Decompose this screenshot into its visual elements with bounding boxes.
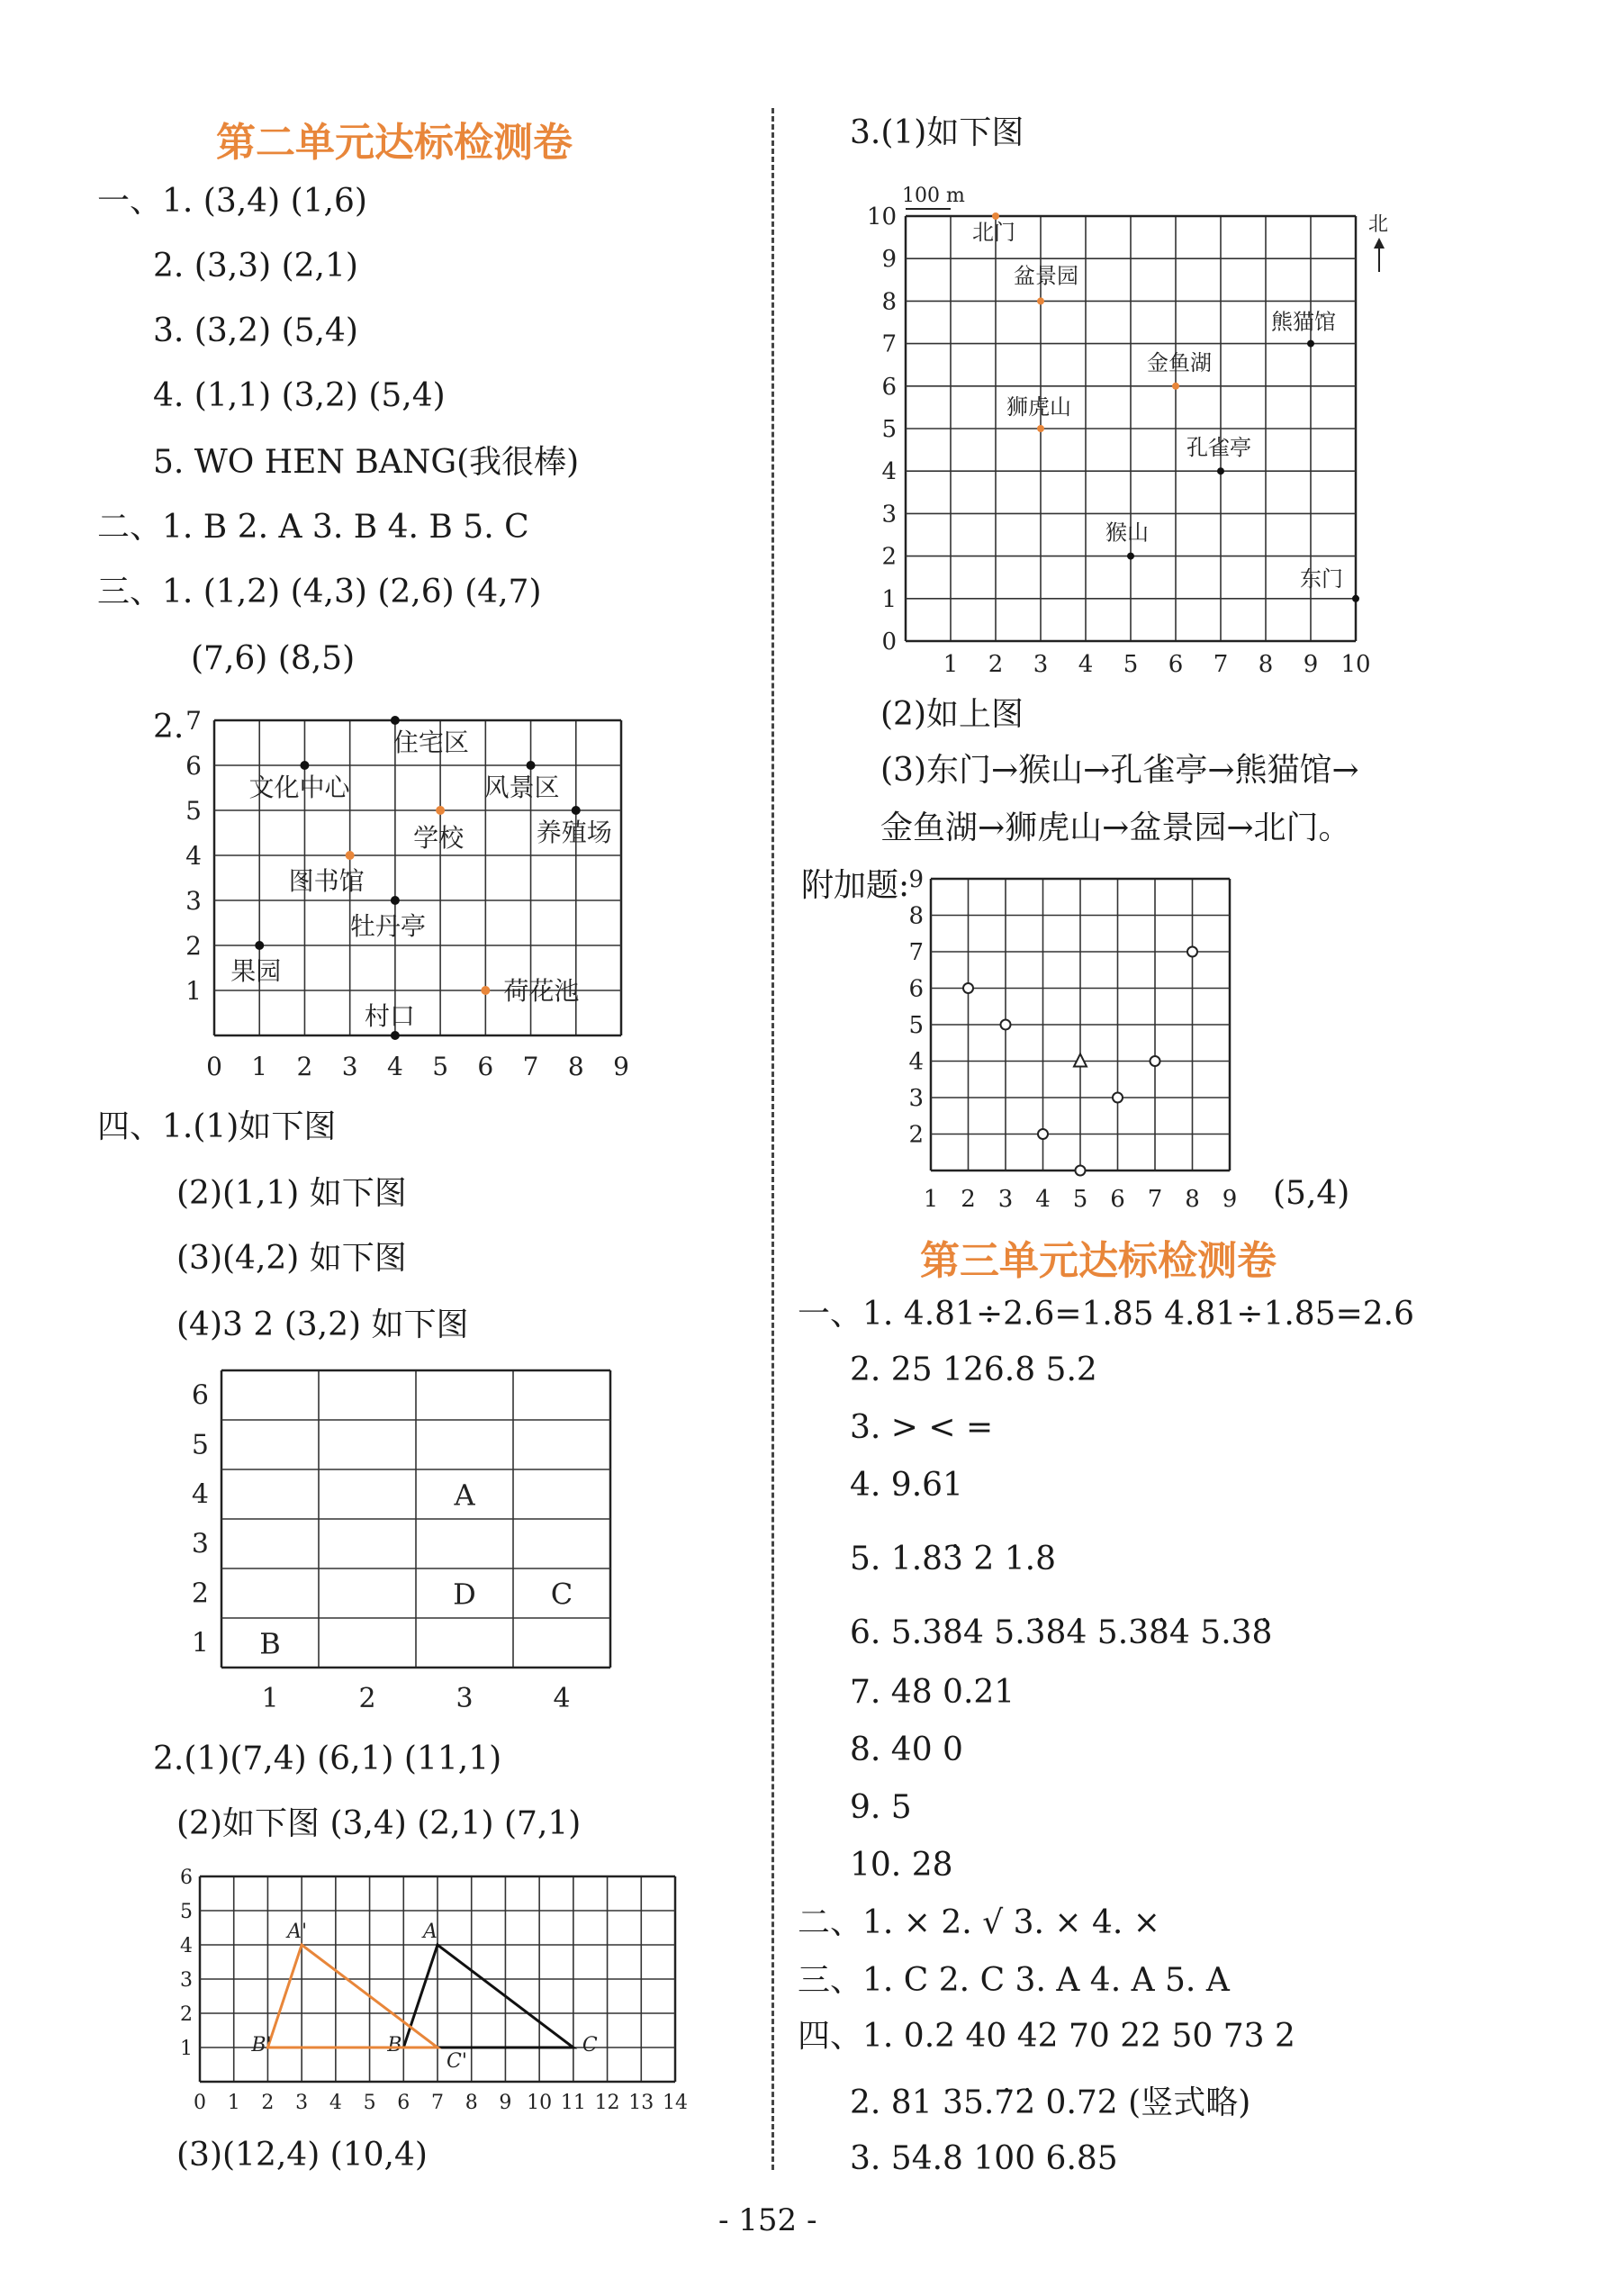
extra-y-tick: 7: [908, 939, 924, 966]
extra-circle-point: [1150, 1056, 1160, 1066]
u3-answer-1-5: 5. 1.83̇ 2 1.8: [850, 1541, 1056, 1577]
extra-question-answer: (5,4): [1273, 1175, 1350, 1212]
extra-y-tick: 6: [908, 975, 924, 1003]
grid2-cell-D: D: [453, 1577, 476, 1612]
park-y-tick: 7: [881, 330, 897, 358]
map1-point-label: 住宅区: [392, 728, 469, 757]
park-y-tick: 9: [881, 246, 897, 274]
grid2-x-tick: 2: [358, 1683, 376, 1714]
tri-y-tick: 3: [180, 1969, 193, 1992]
grid2-y-tick: 1: [191, 1627, 209, 1659]
map1-x-tick: 3: [341, 1052, 358, 1081]
extra-x-tick: 4: [1035, 1186, 1051, 1213]
answer-2: 二、1. B 2. A 3. B 4. B 5. C: [97, 509, 529, 546]
north-arrow-head: [1374, 238, 1385, 249]
answer-r3-3a: (3)东门→猴山→孔雀亭→熊猫馆→: [880, 752, 1359, 789]
u3-answer-1-6: 6. 5.384 5.3̇84̇ 5.38̇4̇ 5.38̇: [850, 1614, 1273, 1651]
scale-label: 100 m: [902, 185, 965, 207]
map1-point-label: 果园: [230, 956, 282, 986]
park-y-tick: 6: [881, 373, 897, 401]
park-x-tick: 8: [1258, 651, 1274, 678]
park-point: [1037, 425, 1044, 432]
map1-y-tick: 2: [185, 931, 202, 961]
tri-x-tick: 8: [465, 2092, 478, 2114]
tri-y-tick: 1: [180, 2038, 193, 2060]
tri-x-tick: 13: [628, 2092, 654, 2114]
map1-y-tick: 7: [185, 706, 202, 736]
tri-x-tick: 3: [295, 2092, 309, 2114]
tri-x-tick: 4: [329, 2092, 342, 2114]
park-y-tick: 2: [881, 543, 897, 571]
tri-x-tick: 6: [397, 2092, 411, 2114]
extra-y-tick: 8: [908, 902, 924, 930]
park-x-tick: 1: [943, 651, 959, 678]
answer-3-1b: (7,6) (8,5): [191, 640, 356, 677]
map1-y-tick: 5: [185, 796, 202, 826]
triangle-vertex-label: C': [447, 2050, 467, 2073]
triangle-vertex-label: B: [387, 2034, 402, 2056]
map1-y-tick: 1: [185, 976, 202, 1006]
grid2-y-tick: 2: [191, 1577, 209, 1610]
park-point: [1217, 467, 1224, 475]
map1-point: [391, 896, 400, 905]
park-x-tick: 4: [1078, 651, 1094, 678]
park-point: [1127, 553, 1134, 560]
answer-r3-1: 3.(1)如下图: [850, 114, 1024, 151]
answer-4-1-3: (3)(4,2) 如下图: [176, 1240, 407, 1277]
tri-x-tick: 0: [194, 2092, 206, 2114]
grid2-y-tick: 6: [191, 1379, 209, 1412]
triangle-vertex-label: B': [251, 2034, 272, 2056]
u3-answer-2: 二、1. × 2. √ 3. × 4. ×: [798, 1904, 1160, 1941]
u3-answer-4-3: 3. 54.8 100 6.85: [850, 2140, 1118, 2177]
triangle-ABC: [403, 1945, 573, 2047]
map1-x-tick: 0: [206, 1052, 222, 1081]
park-x-tick: 6: [1168, 651, 1184, 678]
extra-y-tick: 3: [908, 1085, 924, 1112]
answer-1-5: 5. WO HEN BANG(我很棒): [153, 444, 580, 481]
unit3-title: 第三单元达标检测卷: [920, 1238, 1277, 1284]
park-y-tick: 5: [881, 416, 897, 443]
park-x-tick: 5: [1123, 651, 1139, 678]
park-x-tick: 3: [1033, 651, 1049, 678]
grid2-x-tick: 4: [553, 1683, 571, 1714]
park-point-label: 东门: [1300, 565, 1343, 592]
u3-answer-4-1: 四、1. 0.2 40 42 70 22 50 73 2: [798, 2018, 1295, 2055]
map1-point: [572, 806, 581, 815]
park-y-tick: 8: [881, 288, 897, 316]
extra-x-tick: 7: [1147, 1186, 1163, 1213]
extra-question-label: 附加题:: [801, 867, 910, 904]
map1-x-tick: 9: [613, 1052, 629, 1081]
map1-y-tick: 4: [185, 841, 202, 871]
u3-answer-1-8: 8. 40 0: [850, 1731, 963, 1768]
answer-1-1: 一、1. (3,4) (1,6): [97, 183, 367, 220]
extra-circle-point: [1038, 1129, 1048, 1139]
map1-y-tick: 6: [185, 751, 202, 781]
map1-point: [255, 941, 264, 950]
u3-answer-1-3: 3. > < =: [850, 1409, 994, 1446]
extra-y-tick: 9: [908, 866, 924, 893]
extra-x-tick: 2: [961, 1186, 976, 1213]
u3-answer-1-9: 9. 5: [850, 1789, 912, 1826]
park-x-tick: 9: [1303, 651, 1319, 678]
u3-answer-1-10: 10. 28: [850, 1847, 953, 1884]
answer-r3-2: (2)如上图: [880, 696, 1024, 733]
park-x-tick: 10: [1340, 651, 1371, 678]
map1-x-tick: 8: [567, 1052, 584, 1081]
answer-4-2-2: (2)如下图 (3,4) (2,1) (7,1): [176, 1805, 582, 1842]
map1-x-tick: 4: [386, 1052, 403, 1081]
extra-circle-point: [1187, 947, 1197, 957]
map1-x-tick: 1: [251, 1052, 268, 1081]
extra-triangle-point: [1074, 1054, 1087, 1067]
answer-1-4: 4. (1,1) (3,2) (5,4): [153, 377, 446, 414]
map1-point: [436, 806, 445, 815]
extra-x-tick: 3: [997, 1186, 1014, 1213]
tri-x-tick: 9: [499, 2092, 512, 2114]
tri-x-tick: 5: [363, 2092, 376, 2114]
triangle-vertex-label: A': [287, 1921, 308, 1943]
map1-point: [391, 1031, 400, 1040]
tri-x-tick: 7: [431, 2092, 444, 2114]
map1-x-tick: 7: [522, 1052, 539, 1081]
extra-y-tick: 2: [908, 1121, 924, 1149]
map1-point-label: 风景区: [483, 773, 560, 802]
map1-point: [300, 761, 309, 770]
map1-x-tick: 6: [477, 1052, 494, 1081]
answer-4-2-1: 2.(1)(7,4) (6,1) (11,1): [153, 1740, 502, 1777]
park-point-label: 盆景园: [1014, 263, 1078, 289]
answer-3-1a: 三、1. (1,2) (4,3) (2,6) (4,7): [97, 574, 542, 610]
extra-x-tick: 8: [1185, 1186, 1200, 1213]
map1-x-tick: 5: [432, 1052, 449, 1081]
tri-y-tick: 4: [180, 1935, 193, 1957]
park-point: [1307, 340, 1314, 348]
map1-y-tick: 3: [185, 886, 202, 916]
u3-answer-1-4: 4. 9.61: [850, 1467, 963, 1504]
map1-point: [391, 716, 400, 725]
grid2-x-tick: 1: [261, 1683, 279, 1714]
park-point-label: 金鱼湖: [1147, 349, 1212, 375]
extra-y-tick: 5: [908, 1012, 924, 1039]
grid2-y-tick: 3: [191, 1528, 209, 1560]
park-point-label: 孔雀亭: [1186, 435, 1251, 461]
tri-x-tick: 1: [227, 2092, 240, 2114]
unit2-title: 第二单元达标检测卷: [216, 120, 573, 166]
map1-point: [481, 986, 490, 995]
answer-1-2: 2. (3,3) (2,1): [153, 248, 358, 285]
park-point: [1172, 383, 1179, 390]
park-y-tick: 10: [866, 203, 897, 231]
triangle-A'B'C': [267, 1945, 438, 2047]
tri-y-tick: 6: [180, 1867, 193, 1889]
park-point-label: 北门: [972, 220, 1015, 245]
grid2-cell-A: A: [454, 1478, 475, 1513]
grid2-y-tick: 5: [191, 1429, 209, 1461]
map1-point: [346, 851, 355, 860]
extra-x-tick: 1: [923, 1186, 939, 1213]
map1-point-label: 牡丹亭: [349, 911, 426, 941]
answer-4-1-2: (2)(1,1) 如下图: [176, 1175, 407, 1212]
park-point: [992, 212, 999, 220]
answer-1-3: 3. (3,2) (5,4): [153, 312, 358, 349]
answer-r3-3b: 金鱼湖→狮虎山→盆景园→北门。: [880, 809, 1351, 846]
extra-x-tick: 6: [1110, 1186, 1125, 1213]
page-number: - 152 -: [718, 2202, 817, 2238]
map1-x-tick: 2: [296, 1052, 313, 1081]
map1-point: [527, 761, 536, 770]
map1-point-label: 图书馆: [288, 866, 365, 896]
park-y-tick: 4: [881, 458, 897, 486]
u3-answer-3: 三、1. C 2. C 3. A 4. A 5. A: [798, 1962, 1230, 1999]
park-y-tick: 3: [881, 501, 897, 529]
park-point-label: 猴山: [1105, 520, 1149, 546]
extra-x-tick: 5: [1072, 1186, 1088, 1213]
park-point-label: 狮虎山: [1006, 394, 1071, 420]
extra-circle-point: [963, 983, 973, 993]
grid2-cell-C: C: [550, 1577, 573, 1612]
park-y-tick: 1: [881, 585, 897, 613]
tri-x-tick: 11: [560, 2092, 586, 2114]
map1-point-label: 学校: [413, 823, 465, 853]
tri-x-tick: 2: [261, 2092, 275, 2114]
u3-answer-1-2: 2. 25 126.8 5.2: [850, 1351, 1097, 1388]
tri-y-tick: 2: [180, 2003, 193, 2026]
map1-point-label: 荷花池: [503, 976, 580, 1006]
map1-point-label: 文化中心: [248, 773, 350, 802]
park-point: [1037, 297, 1044, 304]
answer-4-1-1: 四、1.(1)如下图: [97, 1108, 337, 1145]
park-x-tick: 7: [1213, 651, 1229, 678]
north-label: 北: [1368, 213, 1389, 236]
grid2-cell-B: B: [259, 1626, 281, 1661]
park-point: [1352, 595, 1359, 602]
park-point-label: 熊猫馆: [1271, 309, 1336, 335]
tri-x-tick: 14: [663, 2092, 688, 2114]
map1-point-label: 村口: [364, 1001, 415, 1031]
grid2-x-tick: 3: [456, 1683, 474, 1714]
extra-circle-point: [1076, 1166, 1086, 1176]
u3-answer-1-7: 7. 48 0.21: [850, 1674, 1015, 1711]
answer-4-2-3: (3)(12,4) (10,4): [176, 2137, 428, 2174]
grid2-y-tick: 4: [191, 1478, 209, 1511]
extra-circle-point: [1001, 1020, 1011, 1030]
tri-y-tick: 5: [180, 1901, 193, 1923]
answer-4-1-4: (4)3 2 (3,2) 如下图: [176, 1306, 469, 1343]
tri-x-tick: 12: [594, 2092, 620, 2114]
column-divider: [771, 108, 774, 2170]
park-x-tick: 2: [988, 651, 1004, 678]
map1-point-label: 养殖场: [536, 818, 612, 847]
extra-x-tick: 9: [1222, 1186, 1238, 1213]
extra-y-tick: 4: [908, 1048, 924, 1076]
u3-answer-1-1: 一、1. 4.81÷2.6=1.85 4.81÷1.85=2.6: [798, 1296, 1415, 1333]
tri-x-tick: 10: [527, 2092, 553, 2114]
triangle-vertex-label: C: [582, 2034, 598, 2056]
answer-3-2-label: 2.: [153, 709, 185, 746]
triangle-vertex-label: A: [423, 1921, 438, 1943]
park-y-tick: 0: [881, 628, 897, 655]
u3-answer-4-2: 2. 81 35.7̇2̇ 0.72 (竖式略): [850, 2084, 1251, 2121]
extra-circle-point: [1113, 1093, 1123, 1103]
